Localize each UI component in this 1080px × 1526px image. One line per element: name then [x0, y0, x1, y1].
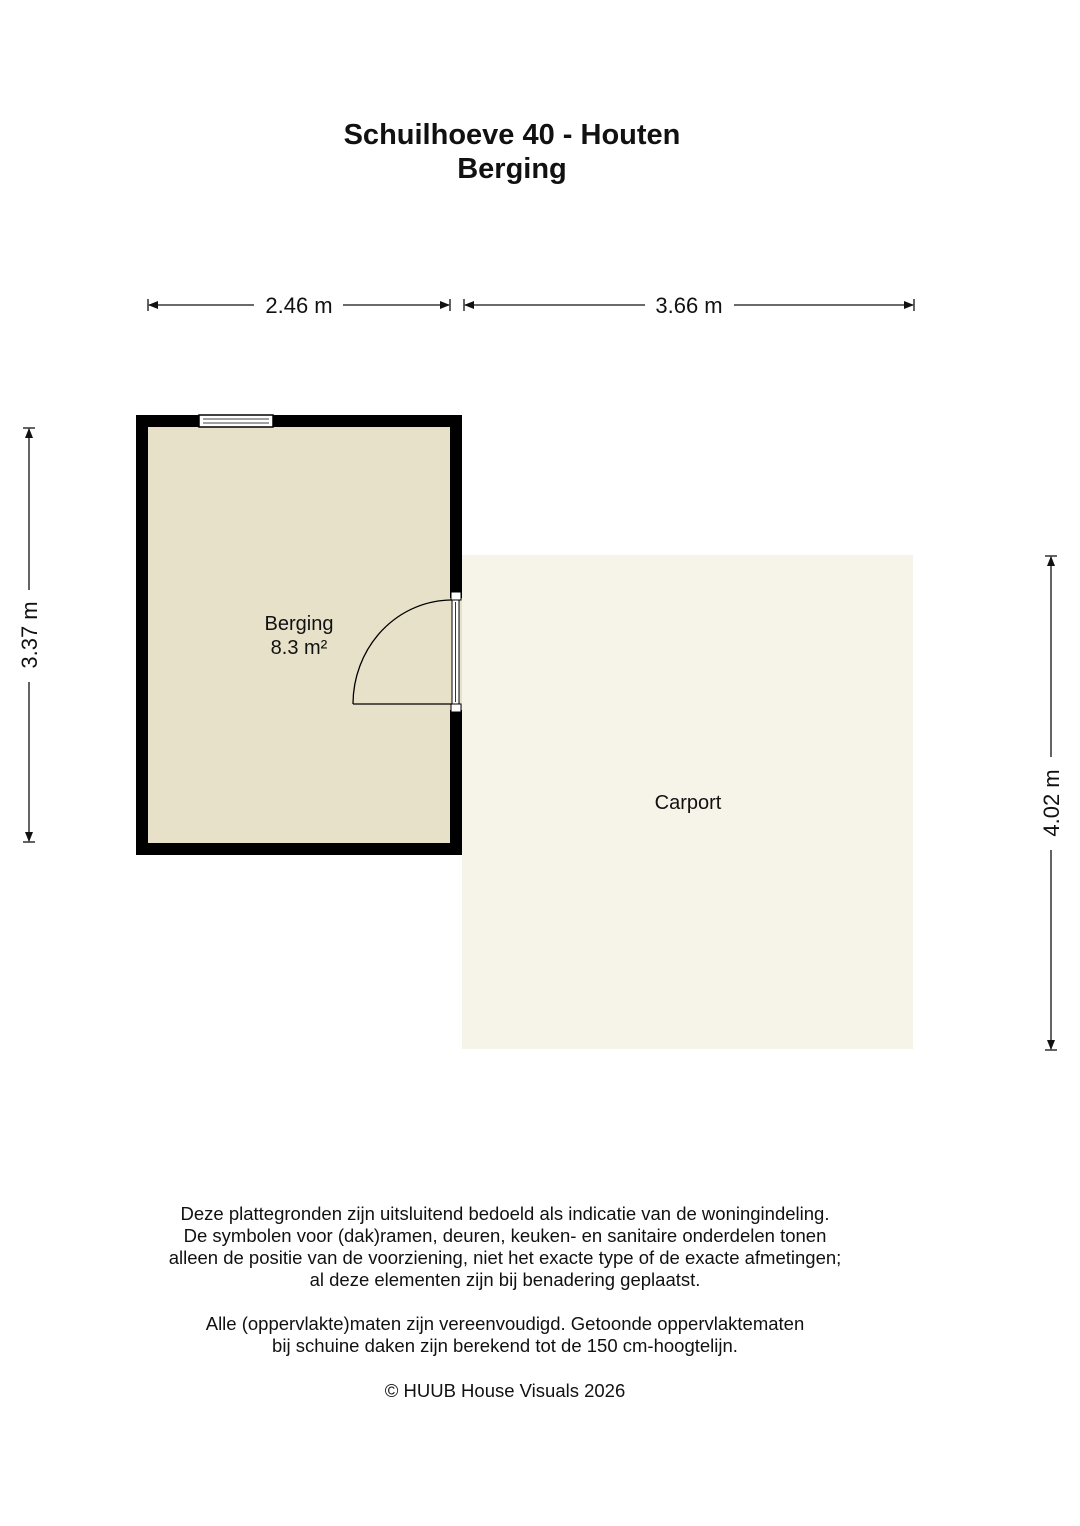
- dimension-top-right: [464, 293, 914, 318]
- disclaimer-gap: [0, 1291, 1010, 1313]
- copyright: © HUUB House Visuals 2026: [384, 1380, 626, 1401]
- carport-label: Carport: [654, 792, 722, 814]
- address-title: Schuilhoeve 40 - Houten: [343, 119, 681, 151]
- dimension-label-3-66: 3.66 m: [655, 293, 723, 318]
- berging-floor: [148, 427, 450, 843]
- disclaimer-line: alleen de positie van de voorziening, niet het exacte type of de exacte afmetingen;: [168, 1247, 842, 1268]
- dimension-top-left: [148, 293, 450, 318]
- disclaimer-line: al deze elementen zijn bij benadering geplaatst.: [309, 1269, 701, 1290]
- dimension-right: [1039, 556, 1064, 1050]
- dimension-left: [17, 428, 42, 842]
- window-symbol: [199, 415, 273, 427]
- berging-label: Berging: [264, 613, 334, 635]
- disclaimer-line: Alle (oppervlakte)maten zijn vereenvoudigd. Getoonde oppervlaktematen: [205, 1313, 805, 1334]
- disclaimer-line: bij schuine daken zijn berekend tot de 150 cm-hoogtelijn.: [272, 1335, 738, 1356]
- floor-title: Berging: [457, 153, 567, 185]
- berging-area: 8.3 m²: [270, 637, 328, 659]
- dimension-label-4-02: 4.02 m: [1039, 769, 1064, 837]
- disclaimer-line: De symbolen voor (dak)ramen, deuren, keuken- en sanitaire onderdelen tonen: [183, 1225, 827, 1246]
- disclaimer-line: Deze plattegronden zijn uitsluitend bedoeld als indicatie van de woningindeling.: [180, 1203, 830, 1224]
- dimension-label-2-46: 2.46 m: [265, 293, 333, 318]
- dimension-label-3-37: 3.37 m: [17, 601, 42, 669]
- disclaimer: [0, 1203, 1010, 1357]
